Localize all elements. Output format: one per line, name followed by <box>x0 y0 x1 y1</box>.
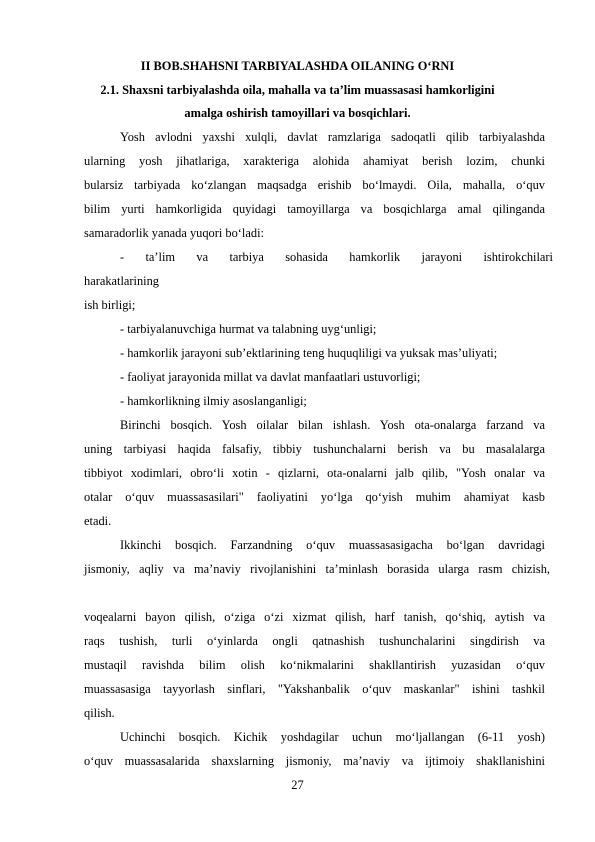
paragraph-line: Ikkinchi bosqich. Farzandning o‘quv muassasasigacha bo‘lgan davridagi <box>120 538 545 552</box>
paragraph-line: Uchinchi bosqich. Kichik yoshdagilar uchun mo‘ljallangan (6-11 yosh) <box>120 730 545 744</box>
list-item: - faoliyat jarayonida millat va davlat manfaatlari ustuvorligi; <box>120 370 421 384</box>
list-item-line: - ta’lim va tarbiya sohasida hamkorlik jarayoni ishtirokchilari <box>120 250 553 264</box>
paragraph-line: muassasasiga tayyorlash sinflari, "Yakshanbalik o‘quv maskanlar" ishini tashkil <box>84 682 545 696</box>
paragraph-line: raqs tushish, turli o‘yinlarda ongli qatnashish tushunchalarini singdirish va <box>84 634 545 648</box>
section-title-line-1: 2.1. Shaxsni tarbiyalashda oila, mahalla va ta’lim muassasasi hamkorligini <box>100 83 495 97</box>
page-number: 27 <box>291 778 304 792</box>
paragraph-line: mustaqil ravishda bilim olish ko‘nikmalarini shakllantirish yuzasidan o‘quv <box>84 658 545 672</box>
paragraph-line: qilish. <box>84 706 115 720</box>
paragraph-line: jismoniy, aqliy va ma’naviy rivojlanishini ta’minlash borasida ularga rasm chizish, <box>84 562 550 576</box>
paragraph-line: bularsiz tarbiyada ko‘zlangan maqsadga erishib bo‘lmaydi. Oila, mahalla, o‘quv <box>84 178 545 192</box>
paragraph-line: uning tarbiyasi haqida falsafiy, tibbiy tushunchalarni berish va bu masalalarga <box>84 442 545 456</box>
list-item: - tarbiyalanuvchiga hurmat va talabning uyg‘unligi; <box>120 322 377 336</box>
paragraph-line: etadi. <box>84 514 112 528</box>
paragraph-line: Birinchi bosqich. Yosh oilalar bilan ishlash. Yosh ota-onalarga farzand va <box>120 418 545 432</box>
paragraph-line: bilim yurti hamkorligida quyidagi tamoyillarga va bosqichlarga amal qilinganda <box>84 202 545 216</box>
section-title-line-2: amalga oshirish tamoyillari va bosqichlari. <box>184 106 411 120</box>
paragraph-line: Yosh avlodni yaxshi xulqli, davlat ramzlariga sadoqatli qilib tarbiyalashda <box>120 130 545 144</box>
paragraph-line: samaradorlik yanada yuqori bo‘ladi: <box>84 226 264 240</box>
paragraph-line: tibbiyot xodimlari, obro‘li xotin - qizlarni, ota-onalarni jalb qilib, "Yosh onalar va <box>84 466 545 480</box>
paragraph-line: otalar o‘quv muassasasilari" faoliyatini yo‘lga qo‘yish muhim ahamiyat kasb <box>84 490 545 504</box>
paragraph-line: ularning yosh jihatlariga, xarakteriga alohida ahamiyat berish lozim, chunki <box>84 154 545 168</box>
paragraph-line: o‘quv muassasalarida shaxslarning jismoniy, ma’naviy va ijtimoiy shakllanishini <box>84 754 545 768</box>
paragraph-line: voqealarni bayon qilish, o‘ziga o‘zi xizmat qilish, harf tanish, qo‘shiq, aytish va <box>84 610 545 624</box>
list-item-line: harakatlarining <box>84 274 159 288</box>
list-item: - hamkorlikning ilmiy asoslanganligi; <box>120 394 307 408</box>
list-item-line: ish birligi; <box>84 298 136 312</box>
list-item: - hamkorlik jarayoni sub’ektlarining teng huquqliligi va yuksak mas’uliyati; <box>120 346 498 360</box>
chapter-title: II BOB.SHAHSNI TARBIYALASHDA OILANING O‘RNI <box>140 59 455 73</box>
